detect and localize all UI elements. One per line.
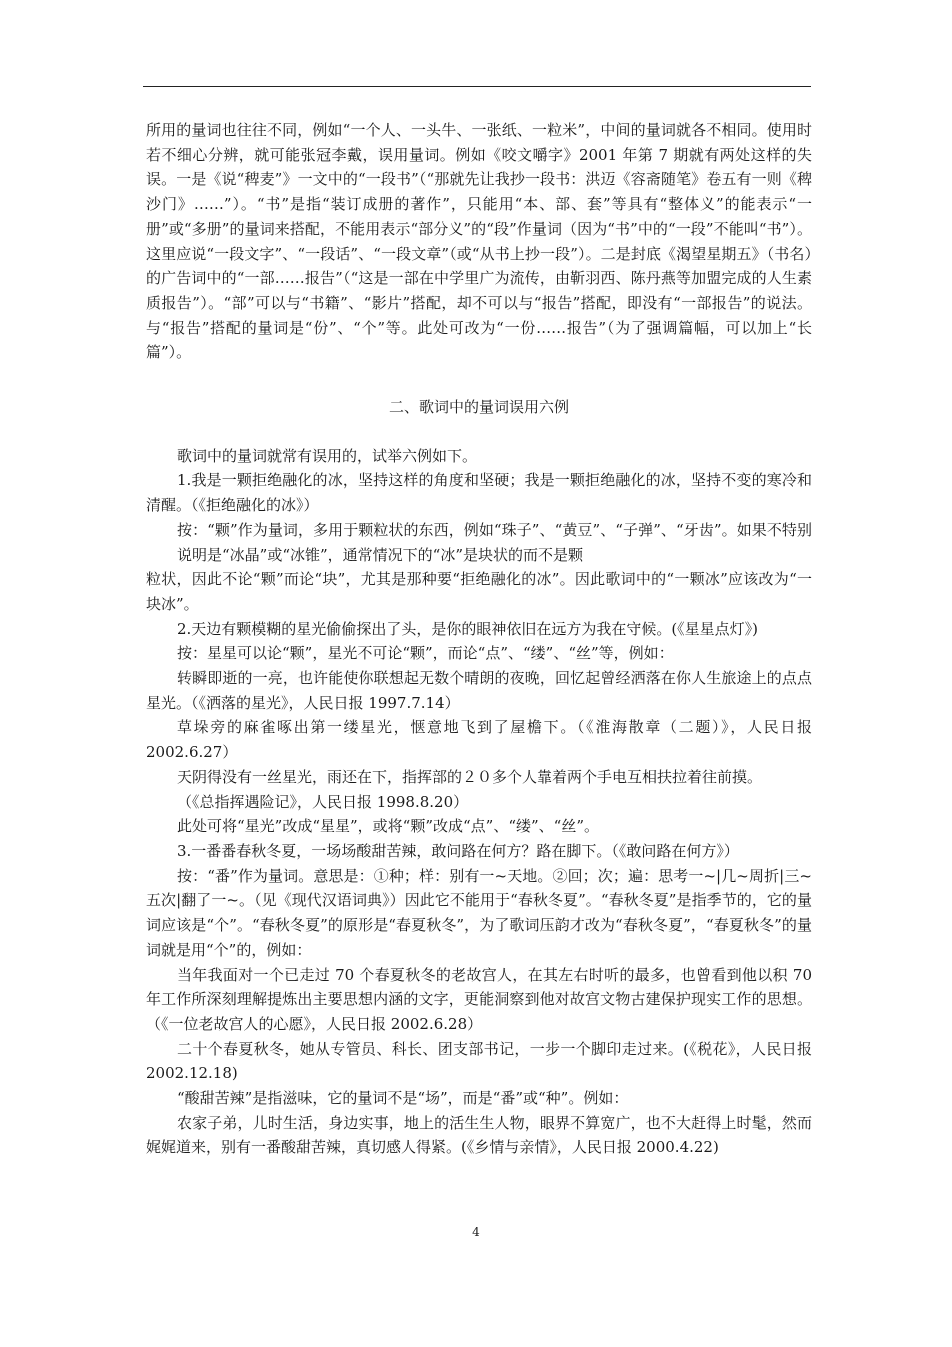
note-3b: “酸甜苦辣”是指滋味，它的量词不是“场”，而是“番”或“种”。例如： [177, 1089, 629, 1108]
page-content [146, 118, 812, 1160]
paragraph-intro: 歌词中的量词就常有误用的，试举六例如下。 [177, 446, 478, 465]
example-2: 2.天边有颗模糊的星光偷偷探出了头，是你的眼神依旧在远方为我在守候。(《星星点灯》) [177, 619, 759, 638]
quote-3a: 当年我面对一个已走过 70 个春夏秋冬的老故宫人，在其左右时听的最多，也曾看到他以积 70 年工作所深刻理解提炼出主要思想内涵的文字，更能洞察到他对故宫文物古建保护现实工作的思想。（《一位老故宫人的心愿》，人民日报 2002.6.28） [146, 965, 812, 1033]
quote-3c: 农家子弟，儿时生活，身边实事，地上的活生生人物，眼界不算宽广，也不大赶得上时髦，然而娓娓道来，别有一番酸甜苦辣，真切感人得紧。(《乡情与亲情》，人民日报 2000.4.22) [146, 1113, 812, 1157]
section-heading: 二、歌词中的量词误用六例 [388, 398, 569, 417]
quote-2c: 天阴得没有一丝星光，雨还在下，指挥部的２０多个人靠着两个手电互相扶拉着往前摸。 [177, 767, 763, 786]
note-3: 按：“番”作为量词。意思是：①种；样：别有一~天地。②回；次；遍：思考一~|几~周折|三~五次|翻了一~。（见《现代汉语词典》）因此它不能用于“春秋冬夏”。“春秋冬夏”是指季节的，它的量词应该是“个”。“春秋冬夏”的原形是“春夏秋冬”，为了歌词压韵才改为“春秋冬夏”，“春夏秋冬”的量词就是用“个”的，例如： [146, 866, 812, 959]
quote-2a: 转瞬即逝的一亮，也许能使你联想起无数个晴朗的夜晚，回忆起曾经洒落在你人生旅途上的点点星光。（《洒落的星光》，人民日报 1997.7.14） [146, 669, 812, 712]
header-rule [143, 86, 811, 87]
quote-2b: 草垛旁的麻雀啄出第一缕星光，惬意地飞到了屋檐下。（《淮海散章（二题）》，人民日报 2002.6.27） [146, 718, 812, 762]
example-3: 3.一番番春秋冬夏，一场场酸甜苦辣，敢问路在何方？路在脚下。（《敢问路在何方》） [177, 841, 739, 860]
paragraph-book-measure-words: 所用的量词也往往不同，例如“一个人、一头牛、一张纸、一粒米”，中间的量词就各不相同。使用时若不细心分辨，就可能张冠李戴，误用量词。例如《咬文嚼字》2001 年第 7 期就有两处这样的失误。一是《说“稗麦”》一文中的“一段书”（“那就先让我抄一段书：洪迈《容斋随笔》卷五有一则《稗沙门》……”）。“书”是指“装订成册的著作”，只能用“本、部、套”等具有“整体义”的能表示“一册”或“多册”的量词来搭配，不能用表示“部分义”的“段”作量词（因为“书”中的“一段”不能叫“书”）。这里应说“一段文字”、“一段话”、“一段文章”（或“从书上抄一段”）。二是封底《渴望星期五》（书名）的广告词中的“一部……报告”（“这是一部在中学里广为流传，由靳羽西、陈丹燕等加盟完成的人生素质报告”）。“部”可以与“书籍”、“影片”搭配，却不可以与“报告”搭配，即没有“一部报告”的说法。与“报告”搭配的量词是“份”、“个”等。此处可改为“一份……报告”（为了强调篇幅，可以加上“长篇”）。 [146, 121, 812, 362]
note-1-first: 按：“颗”作为量词，多用于颗粒状的东西，例如“珠子”、“黄豆”、“子弹”、“牙齿”。如果不特别说明是“冰晶”或“冰锥”，通常情况下的“冰”是块状的而不是颗 [177, 520, 812, 564]
page-number: 4 [472, 1225, 480, 1239]
conclusion-2: 此处可将“星光”改成“星星”，或将“颗”改成“点”、“缕”、“丝”。 [177, 817, 600, 836]
quote-2c-source: （《总指挥遇险记》，人民日报 1998.8.20） [177, 792, 469, 811]
quote-3b: 二十个春夏秋冬，她从专管员、科长、团支部书记，一步一个脚印走过来。(《税花》，人民日报 2002.12.18) [146, 1039, 812, 1083]
example-1: 1.我是一颗拒绝融化的冰，坚持这样的角度和坚硬；我是一颗拒绝融化的冰，坚持不变的寒冷和清醒。（《拒绝融化的冰》） [146, 471, 812, 515]
note-1-rest: 粒状，因此不论“颗”而论“块”，尤其是那种要“拒绝融化的冰”。因此歌词中的“一颗冰”应该改为“一块冰”。 [146, 570, 812, 613]
note-2: 按：星星可以论“颗”，星光不可论“颗”，而论“点”、“缕”、“丝”等，例如： [177, 644, 674, 663]
